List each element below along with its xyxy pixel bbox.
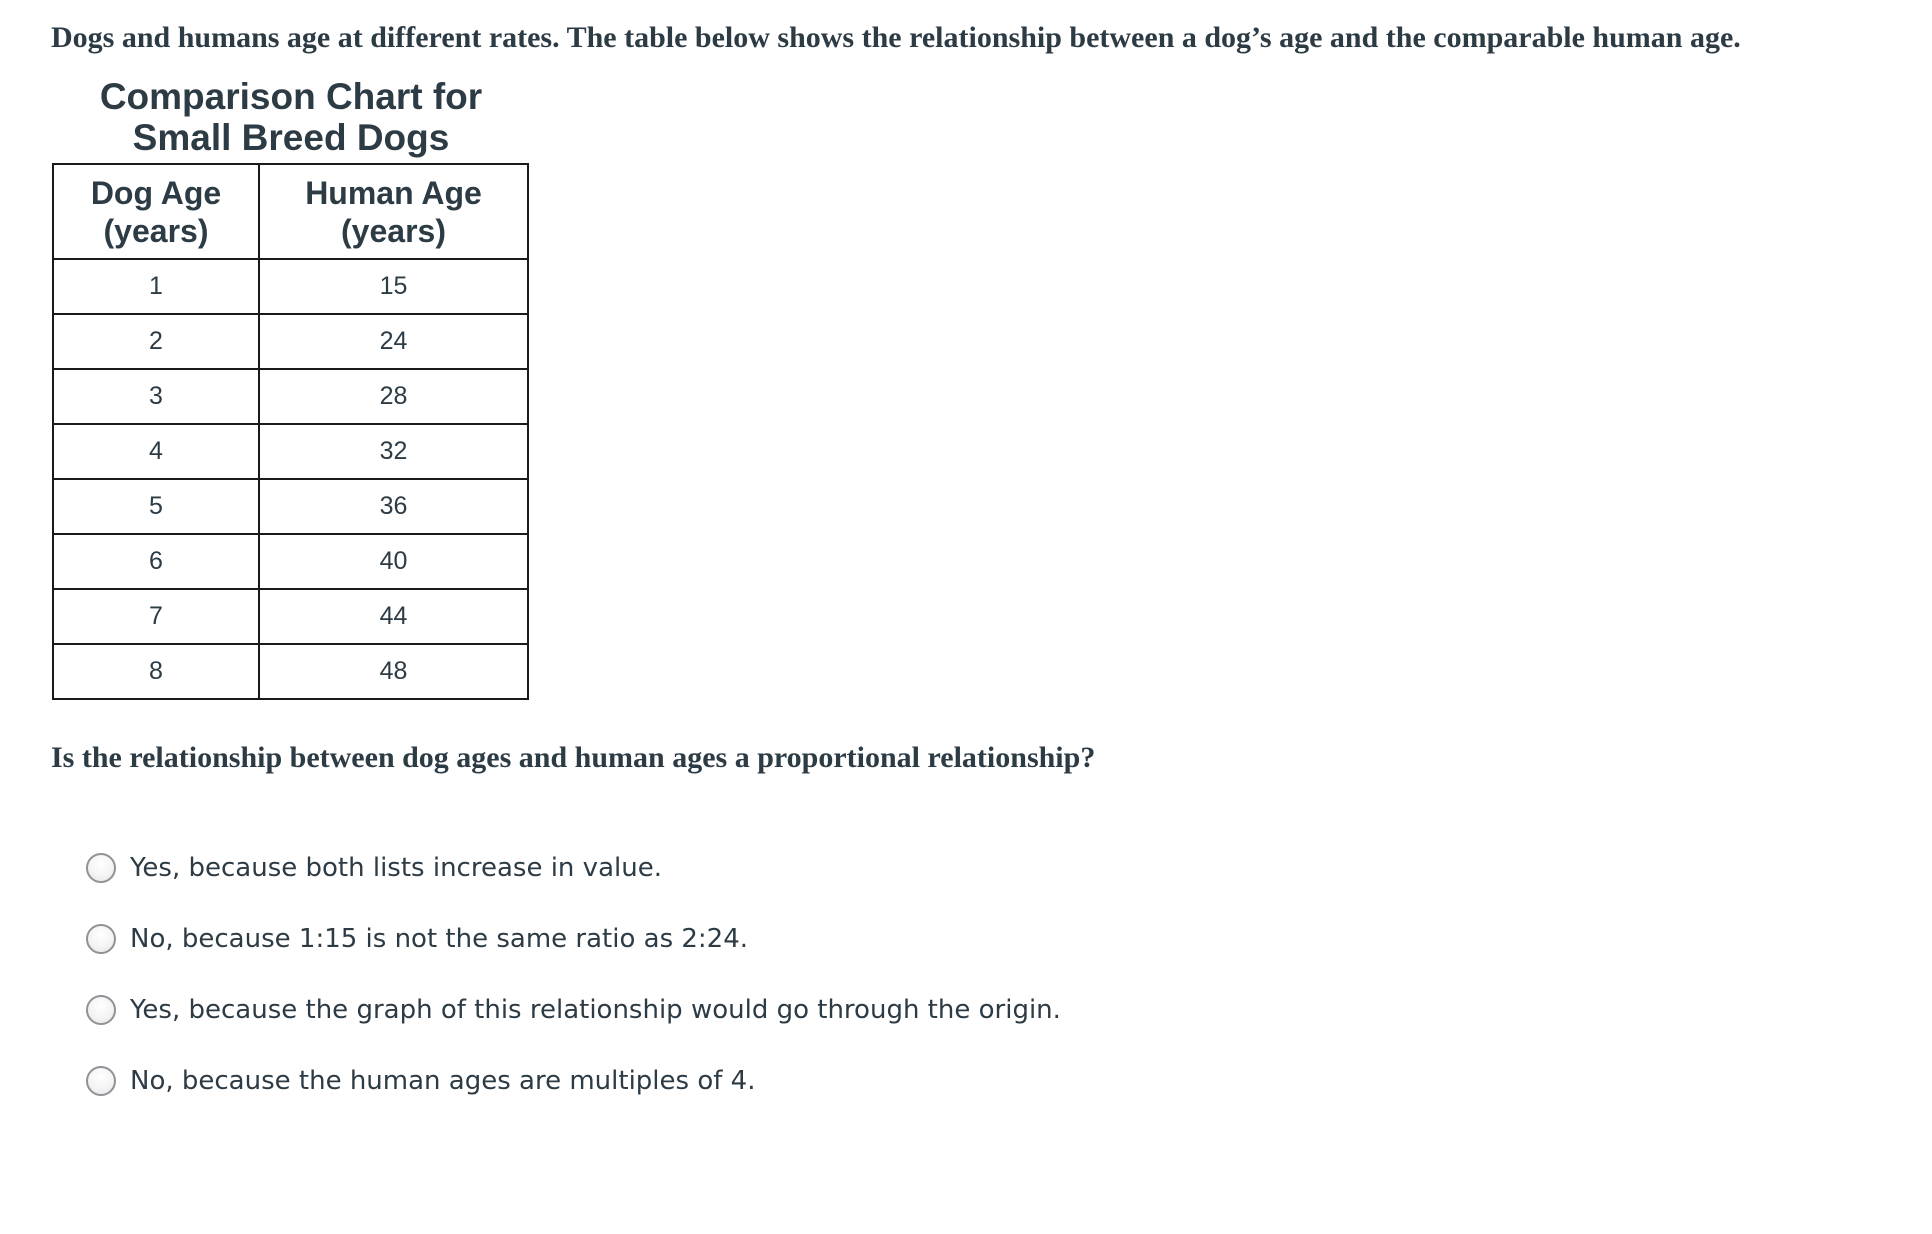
- header-dog-age-line-1: Dog Age: [90, 174, 222, 211]
- answer-option-2[interactable]: [86, 903, 1061, 974]
- header-dog-age: [53, 164, 259, 259]
- header-human-age: [259, 164, 528, 259]
- table-title-line-2: Small Breed Dogs: [132, 117, 450, 158]
- answer-option-4[interactable]: [86, 1045, 1061, 1116]
- human-age-cell: 24: [259, 314, 528, 369]
- table-row: [53, 424, 528, 479]
- table-row: [53, 259, 528, 314]
- table-title: [52, 76, 530, 158]
- human-age-cell: 44: [259, 589, 528, 644]
- answer-option-3-label[interactable]: Yes, because the graph of this relationship would go through the origin.: [130, 994, 1061, 1025]
- dog-age-cell: 4: [53, 424, 259, 479]
- dog-age-cell: 1: [53, 259, 259, 314]
- human-age-cell: 32: [259, 424, 528, 479]
- answer-option-4-label[interactable]: No, because the human ages are multiples of 4.: [130, 1065, 756, 1096]
- answer-option-1-label[interactable]: Yes, because both lists increase in value.: [130, 852, 662, 883]
- dog-age-cell: 6: [53, 534, 259, 589]
- dog-age-cell: 3: [53, 369, 259, 424]
- radio-button-4[interactable]: [86, 1066, 116, 1096]
- intro-text: Dogs and humans age at different rates. The table below shows the relationship between a dog’s age and the comparable human age.: [51, 21, 1741, 54]
- radio-button-2[interactable]: [86, 924, 116, 954]
- dog-age-cell: 2: [53, 314, 259, 369]
- table-row: [53, 589, 528, 644]
- comparison-table: [52, 163, 529, 700]
- human-age-cell: 36: [259, 479, 528, 534]
- table-row: [53, 479, 528, 534]
- human-age-cell: 40: [259, 534, 528, 589]
- human-age-cell: 48: [259, 644, 528, 699]
- question-text: Is the relationship between dog ages and human ages a proportional relationship?: [51, 741, 1096, 774]
- human-age-cell: 15: [259, 259, 528, 314]
- answer-options: [86, 832, 1061, 1116]
- dog-age-cell: 7: [53, 589, 259, 644]
- table-row: [53, 369, 528, 424]
- dog-age-cell: 8: [53, 644, 259, 699]
- header-human-age-line-1: Human Age: [305, 174, 482, 211]
- table-row: [53, 534, 528, 589]
- human-age-cell: 28: [259, 369, 528, 424]
- dog-age-cell: 5: [53, 479, 259, 534]
- answer-option-3[interactable]: [86, 974, 1061, 1045]
- table-row: [53, 644, 528, 699]
- answer-option-1[interactable]: [86, 832, 1061, 903]
- answer-option-2-label[interactable]: No, because 1:15 is not the same ratio as 2:24.: [130, 923, 749, 954]
- radio-button-3[interactable]: [86, 995, 116, 1025]
- table-row: [53, 314, 528, 369]
- header-human-age-line-2: (years): [341, 212, 446, 249]
- header-dog-age-line-2: (years): [103, 212, 209, 249]
- table-title-line-1: Comparison Chart for: [99, 76, 483, 117]
- table-header-row: [53, 164, 528, 259]
- radio-button-1[interactable]: [86, 853, 116, 883]
